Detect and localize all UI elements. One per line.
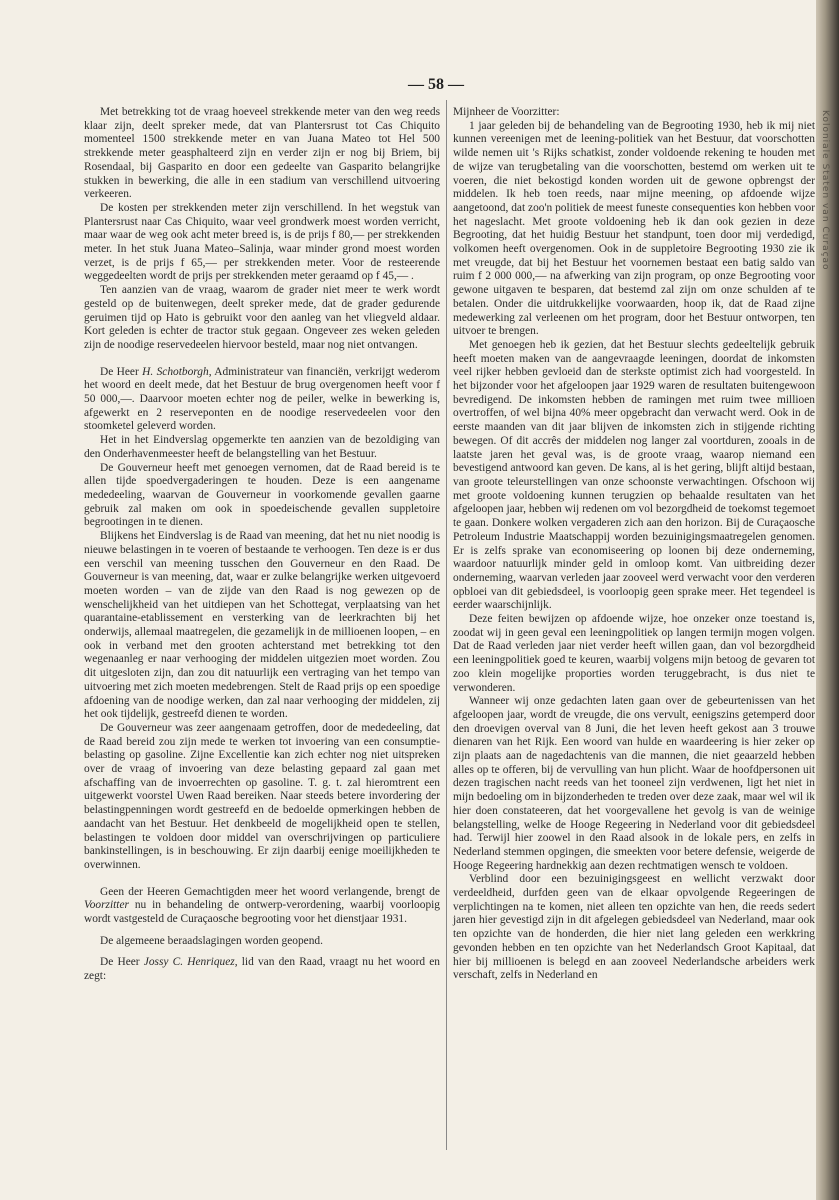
paragraph-inkomsten: Met genoegen heb ik gezien, dat het Bestuur slechts gedeeltelijk gebruik heeft moeten maken van de aangevraagde leeningen, doordat de inkomsten veel rijker hebben gevloeid dan de sterkste optimist zich had voorgesteld. In het bijzonder voor het afgeloopen jaar 1929 waren de resultaten buitengewoon bevredigend. De inkomsten hebben de ramingen met ruim twee millioen overtroffen, of wel bijna 40% meer opgebracht dan verwacht werd. Ook in de eerste maanden van dit jaar blijven de inkomsten zich in stijgende richting bewegen. Of dit accrês der middelen nog langer zal voortduren, zooals in de laatste jaren het geval was, is de groote vraag, waarop niemand een bevestigend antwoord kan geven. De kans, al is het gering, blijft altijd bestaan, van groote teleurstellingen van onze schoonste verwachtingen. Ofschoon wij met groote voldoening kunnen terugzien op behaalde resultaten van het afgeloopen jaar, hebben wij redenen om vol bezorgdheid de toekomst tegemoet te gaan. Donkere wolken vergaderen zich aan den horizon. Bij de Curaçaosche Petroleum Industrie Maatschappij worden bezuinigingsmaatregelen genomen. Er is zelfs sprake van economiseering op loonen bij deze onderneming, waardoor natuurlijk minder geld in omloop komt. Van uitbreiding dezer onderneming, waarvan verleden jaar zooveel werd verwacht voor den verderen opbloei van dit gebiedsdeel, is voorloopig geen sprake meer. Het tegendeel is eerder waarschijnlijk. xyxy=(453,338,815,612)
paragraph-bezuinigingsgeest: Verblind door een bezuinigingsgeest en wellicht verzwakt door verdeeldheid, durfden geen van de elkaar opvolgende Regeeringen de verplichtingen na te komen, niet alleen ten opzichte van hen, die reeds sedert jaren hier gevestigd zijn in dit afgelegen gebiedsdeel van Nederland, maar ook ten opzichte van de honderden, die hier niet lang geleden een werkkring gevonden hebben en ten opzichte van het Nederlandsch Groot Kapitaal, dat hier bij millioenen is belegd en aan zooveel Nederlandsche arbeiders werk verschaft, zelfs in Nederland en xyxy=(453,873,815,982)
speaker-name-voorzitter: Voorzitter xyxy=(84,899,129,912)
paragraph-road-progress: Met betrekking tot de vraag hoeveel strekkende meter van den weg reeds klaar zijn, deelt spreker mede, dat van Plantersrust tot Cas Chiquito momenteel 1500 strekkende meter en van Juana Mateo tot Hel 500 strekkende meter geasphalteerd zijn en verder zijn er nog bij Briem, bij Rosendaal, bij Gasparito en door een gedeelte van Gasparito belangrijke stukken in bewerking, die alle in een stadium van verschillend uitvoering verkeeren. xyxy=(84,106,440,201)
paragraph-onzekere-toestand: Deze feiten bewijzen op afdoende wijze, hoe onzeker onze toestand is, zoodat wij in geen geval een leeningpolitiek op langen termijn mogen volgen. Dat de Raad verleden jaar niet verder heeft willen gaan, dan vol bezorgdheid een leeningpolitiek goed te keuren, waarbij volgens mijn betoog de gevaren tot zoo klein mogelijke proporties worden teruggebracht, is dus niet te verwonderen. xyxy=(453,613,815,694)
binding-label: Koloniale Staten van Curaçao xyxy=(820,110,830,271)
right-column xyxy=(453,106,815,983)
paragraph-road-costs: De kosten per strekkenden meter zijn verschillend. In het wegstuk van Plantersrust naar Cas Chiquito, waar veel grondwerk moest worden verricht, maar waar de weg ook acht meter breed is, is de prijs f 80,— per strekkenden meter. In het stuk Juana Mateo–Salinja, waar minder grond moest worden verzet, is de prijs f 65,— per strekkenden meter. Voor de resteerende weggedeelten wordt de prijs per strekkenden meter geraamd op f 45,— . xyxy=(84,201,440,283)
paragraph-onderhavenmeester: Het in het Eindverslag opgemerkte ten aanzien van de bezoldiging van den Onderhavenmeester heeft de belangstelling van het Bestuur. xyxy=(84,434,440,460)
paragraph-beraadslagingen: De algemeene beraadslagingen worden geopend. xyxy=(100,934,323,947)
paragraph-leening-politiek: 1 jaar geleden bij de behandeling van de Begrooting 1930, heb ik mij niet kunnen vereenigen met de leening-politiek van het Bestuur, dat voorschotten wilde nemen uit 's Rijks schatkist, zonder voldoende rekening te houden met de wijze van terugbetaling van die voorschotten, bestemd om werken uit te voeren, die niet bekostigd konden worden uit de gewone opbrengst der middelen. Ik heb toen reeds, naar mijne meening, op afdoende wijze aangetoond, dat zoo'n politiek de meest funeste consequenties kon hebben voor het nageslacht. Met groote voldoening heb ik dan ook gezien in deze Begrooting, dat het huidig Bestuur het standpunt, toen door mij verdedigd, volkomen heeft overgenomen. Ook in de suppletoire Begrooting 1930 zie ik met vreugde, dat bij het Bestuur het voornemen bestaat een batig saldo van ruim f 2 000 000,— na afwerking van zijn program, op onze Begrooting voor gewone uitgaven te besparen, dat bestemd zal zijn om onze schulden af te betalen. Onder die uitdrukkelijke voorwaarden, hoop ik, dat de Raad zijne medewerking zal verleenen om het program, door het Bestuur ontworpen, ten uitvoer te brengen. xyxy=(453,119,815,338)
paragraph-henriquez xyxy=(84,956,440,983)
voorzitter-rest: nu in behandeling de ontwerp-verordening, waarbij voorloopig wordt vastgesteld de Curaçaosche begrooting voor het dienstjaar 1931. xyxy=(84,899,440,926)
paragraph-voorzitter xyxy=(84,886,440,927)
schotborgh-lead: De Heer xyxy=(100,365,143,378)
left-column xyxy=(84,106,440,984)
salutation: Mijnheer de Voorzitter: xyxy=(453,106,560,118)
henriquez-lead: De Heer xyxy=(100,956,144,969)
speaker-name-henriquez: Jossy C. Henriquez xyxy=(143,956,235,969)
paragraph-belastingen: Blijkens het Eindverslag is de Raad van meening, dat het nu niet noodig is nieuwe belastingen in te voeren of bestaande te verhoogen. Ten deze is er dus een verschil van meening tusschen den Gouverneur en den Raad. De Gouverneur is van meening, dat, waar er zulke belangrijke werken uitgevoerd moeten worden – van de zijde van den Raad is nog gewezen op de wenschelijkheid van het uitdiepen van het Schottegat, verplaatsing van het quarantaine-etablissement en versterking van de leerkrachten bij het onderwijs, allemaal maatregelen, die gezamelijk in de millioenen loopen, – en ook in verband met den grooten achterstand met betrekking tot den wegenaanleg er naar verhooging der middelen uitgezien moet worden. Zou dit uitgesloten zijn, dan zou dit natuurlijk een vertraging van het tempo van uitvoering met zich moeten medebrengen. Stelt de Raad prijs op een spoedige afdoening van de noodige werken, dan zal naar verhooging der middelen, zij het ook tijdelijk, gestreefd dienen te worden. xyxy=(84,530,440,721)
paragraph-grader: Ten aanzien van de vraag, waarom de grader niet meer te werk wordt gesteld op de buitenwegen, deelt spreker mede, dat de grader gedurende geruimen tijd op Hato is gebruikt voor den aanleg van het vliegveld aldaar. Kort geleden is echter de tractor stuk gegaan. Ongeveer zes weken geleden zijn de noodige reservedeelen hiervoor besteld, maar nog niet ontvangen. xyxy=(84,284,440,351)
paragraph-schotborgh xyxy=(84,366,440,435)
paragraph-gasoline: De Gouverneur was zeer aangenaam getroffen, door de mededeeling, dat de Raad bereid zou zijn mede te werken tot invoering van een consumptie-belasting op gasoline. Zijne Excellentie kan zich echter nog niet uitspreken over de vraag of invoering van deze belasting gepaard zal gaan met afschaffing van de invoerrechten op gasoline. T. g. t. zal hieromtrent een uitgewerkt voorstel Uwen Raad bereiken. Naar steeds betere invordering der belastingpenningen wordt gestreefd en de bedoelde opmerkingen hebben de aandacht van het Bestuur. Het denkbeeld de mogelijkheid open te stellen, belastingen te voldoen door middel van overschrijvingen op particuliere bankinstellingen, is in beschouwing. Er zijn daarbij eenige moeilijkheden te overwinnen. xyxy=(84,721,440,871)
speaker-name-schotborgh: H. Schotborgh xyxy=(142,365,209,378)
book-binding xyxy=(816,0,839,1200)
page-number: — 58 — xyxy=(408,76,464,93)
henriquez-rest: , lid van den Raad, vraagt nu het woord en zegt: xyxy=(84,956,440,983)
schotborgh-rest: , Administrateur van financiën, verkrijgt wederom het woord en deelt mede, dat het Bestuur de brug overgenomen heeft voor f 50 000,—. Daarvoor moeten echter nog de peiler, welke in bewerking is, afgewerkt en 2 reserveponten en de noodige reservedeelen voor den stoomketel geleverd worden. xyxy=(84,365,440,433)
paragraph-overval: Wanneer wij onze gedachten laten gaan over de gebeurtenissen van het afgeloopen jaar, wordt de vreugde, die ons vervult, eenigszins getemperd door den droevigen overval van 8 Juni, die het leven heeft gekost aan 3 trouwe dienaren van het Rijk. Een woord van hulde en waardeering is hier zeker op zijn plaats aan de nagedachtenis van die mannen, die niet geaarzeld hebben alles op te offeren, bij de vervulling van hun plicht. Waar de hoofdpersonen uit dezen tragischen nacht reeds van het tooneel zijn verdwenen, ligt het niet in mijn bedoeling om in bijzonderheden te treden over deze zaak, maar wel wil ik hier doen constateeren, dat het voorgevallene het gevolg is van de weinige belangstelling, welke de Hooge Regeering in Nederland voor dit gebiedsdeel had. Terwijl hier zoowel in den Raad alsook in de lokale pers, en zelfs in Nederland stemmen opgingen, die smeekten voor betere defensie, weigerde de Hooge Regeering hardnekkig aan dezen rechtmatigen wensch te voldoen. xyxy=(453,695,815,872)
column-divider xyxy=(446,100,447,1150)
paragraph-spoedvergaderingen: De Gouverneur heeft met genoegen vernomen, dat de Raad bereid is te allen tijde spoedvergaderingen te houden. Deze is een aangename mededeeling, waarvan de Gouverneur in voorkomende gevallen gaarne gebruik zal maken om ook in spoedeischende gevallen suppletoire begrootingen in te dienen. xyxy=(84,461,440,529)
voorzitter-lead: Geen der Heeren Gemachtigden meer het woord verlangende, brengt de xyxy=(100,885,440,898)
